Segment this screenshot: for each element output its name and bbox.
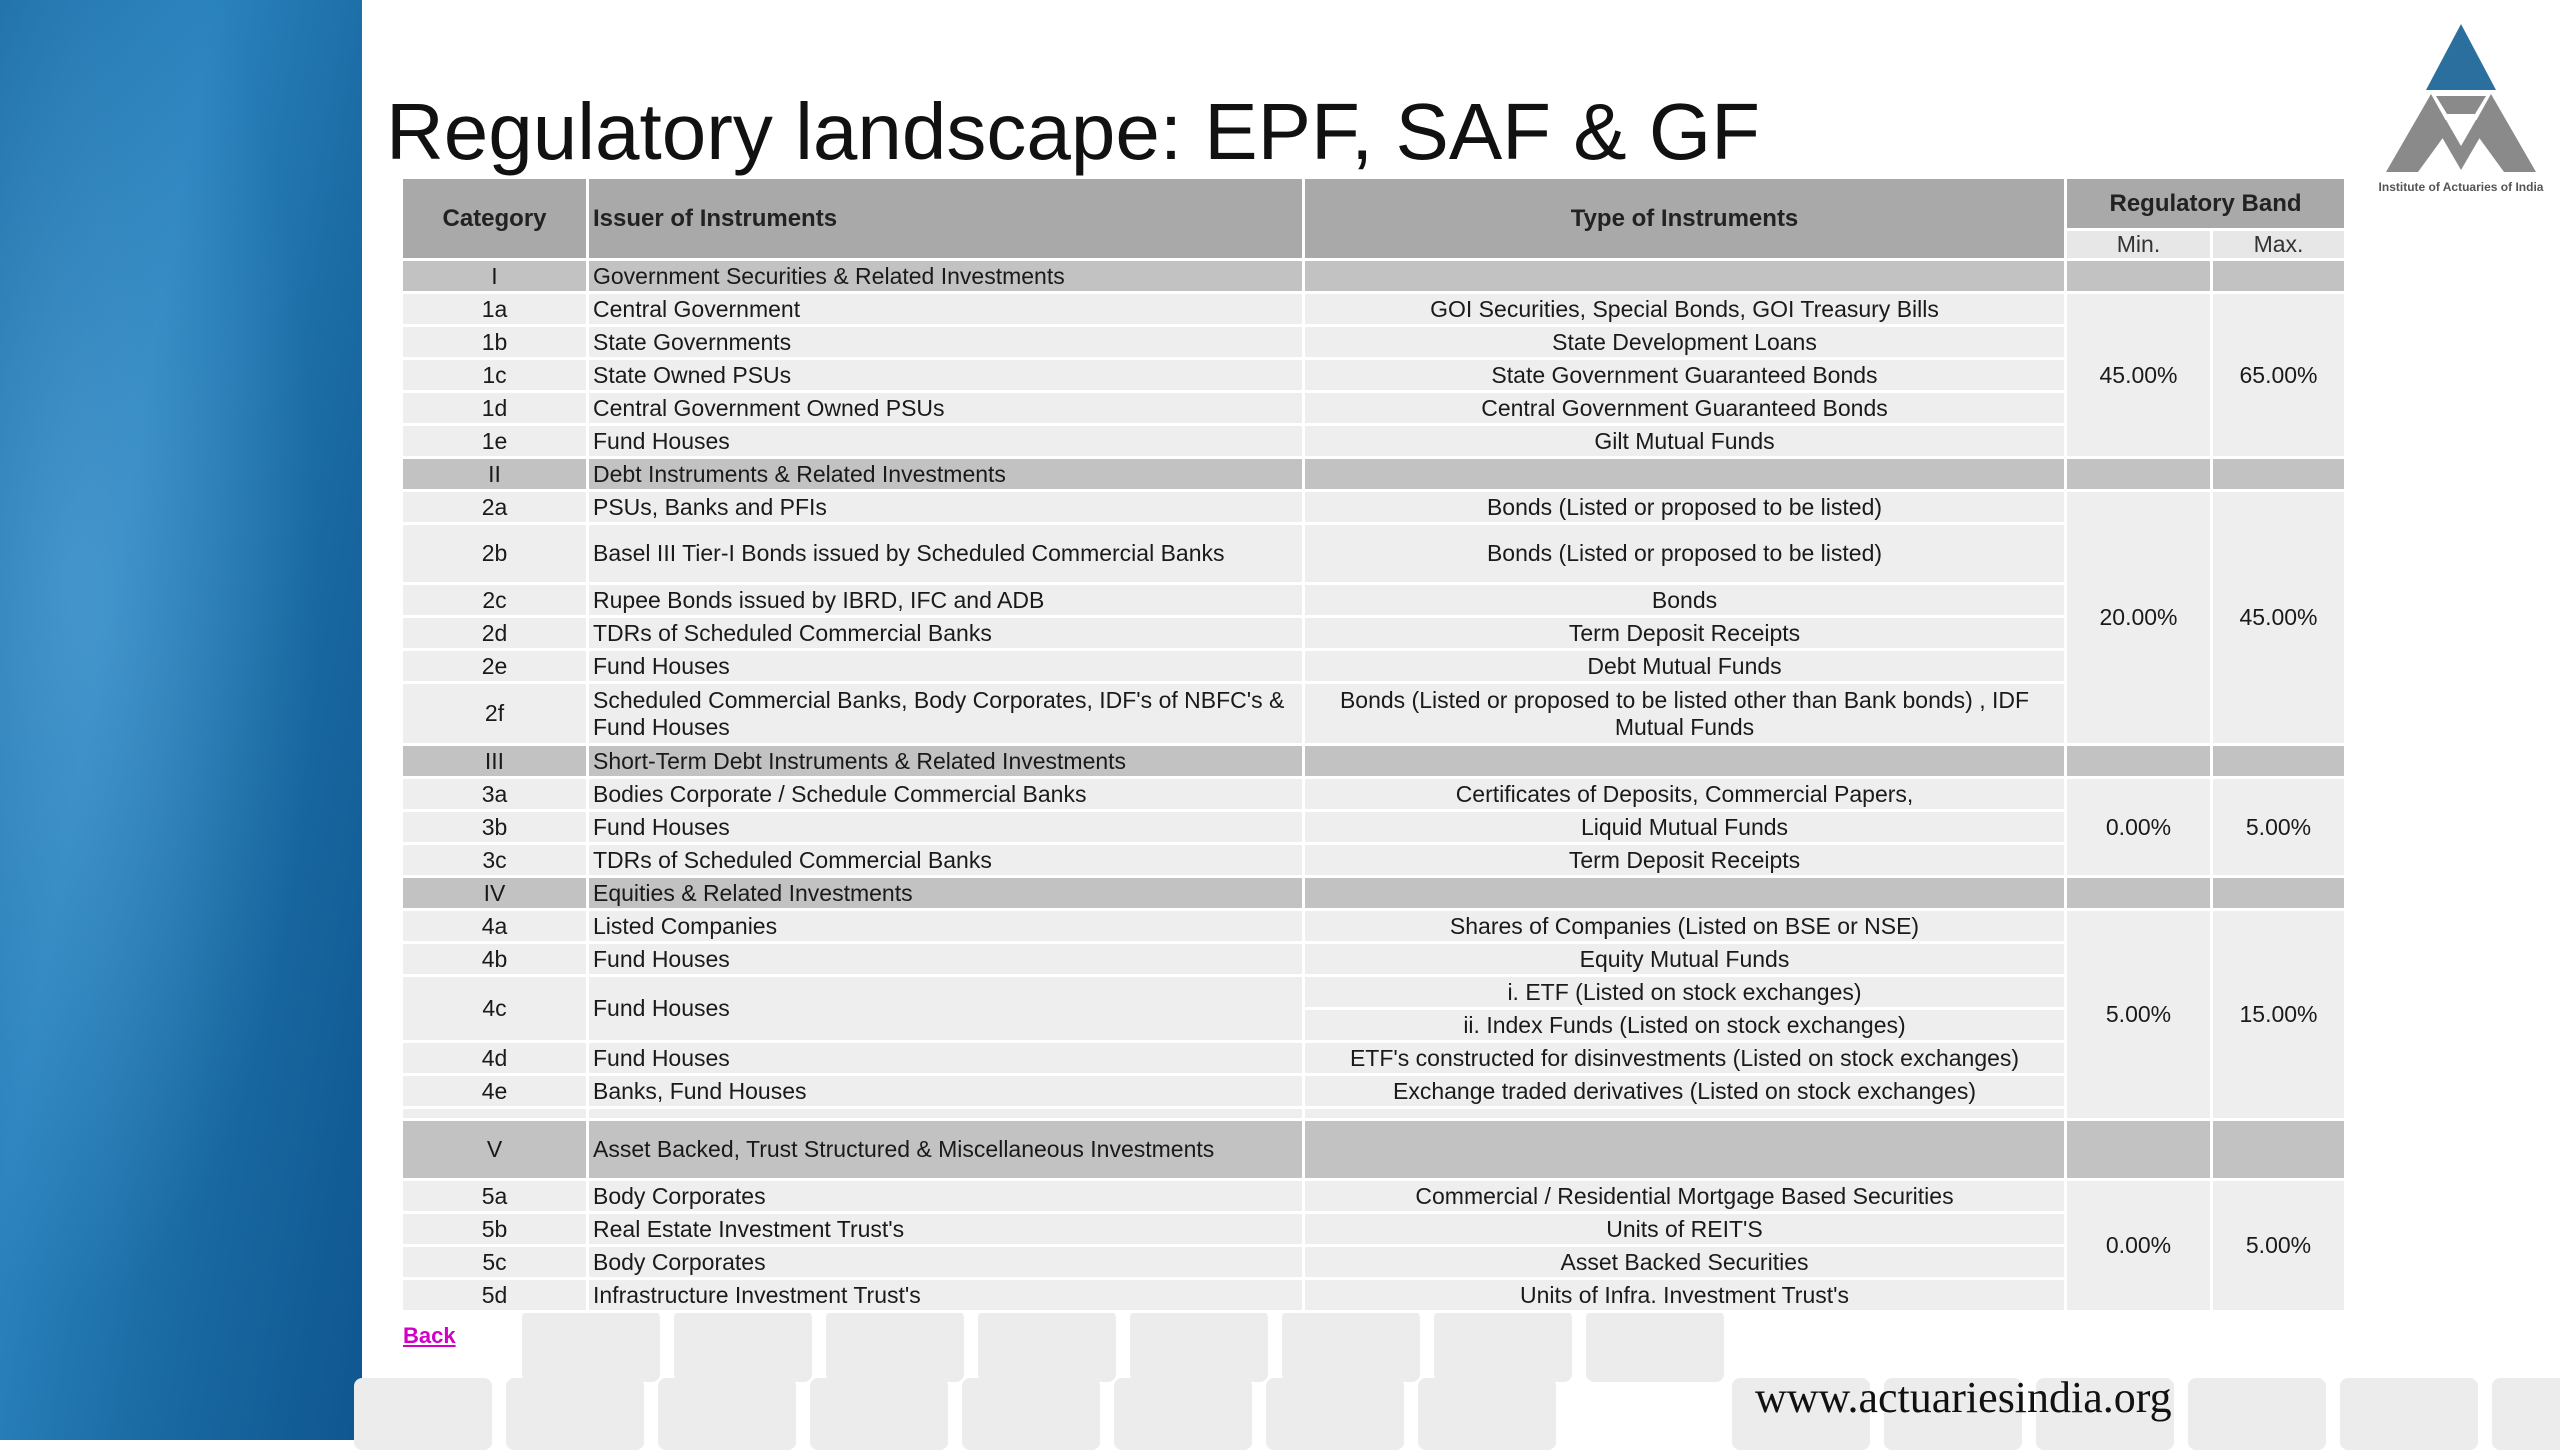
row-type: ETF's constructed for disinvestments (Listed on stock exchanges) (1304, 1042, 2066, 1075)
row-category: 4b (402, 943, 588, 976)
row-issuer: TDRs of Scheduled Commercial Banks (588, 617, 1304, 650)
row-category: 5d (402, 1279, 588, 1312)
band-max: 45.00% (2212, 491, 2346, 745)
row-type: Asset Backed Securities (1304, 1246, 2066, 1279)
section-row (402, 877, 2346, 910)
table-row (402, 910, 2346, 943)
row-type: Bonds (1304, 584, 2066, 617)
row-category: 2e (402, 650, 588, 683)
row-issuer: State Governments (588, 326, 1304, 359)
table-row (402, 1180, 2346, 1213)
section-code: IV (402, 877, 588, 910)
row-issuer: Central Government Owned PSUs (588, 392, 1304, 425)
row-issuer: Body Corporates (588, 1246, 1304, 1279)
section-code: II (402, 458, 588, 491)
table-row (402, 425, 2346, 458)
row-category: 1a (402, 293, 588, 326)
table-row (402, 617, 2346, 650)
back-link[interactable]: Back (403, 1323, 456, 1348)
header-regulatory-band: Regulatory Band (2066, 178, 2346, 230)
row-issuer: Infrastructure Investment Trust's (588, 1279, 1304, 1312)
row-category: 1e (402, 425, 588, 458)
band-min: 45.00% (2066, 293, 2212, 458)
row-category: 4c (402, 976, 588, 1042)
row-category: 1d (402, 392, 588, 425)
section-code: III (402, 745, 588, 778)
row-issuer: Bodies Corporate / Schedule Commercial Banks (588, 778, 1304, 811)
table-row (402, 491, 2346, 524)
row-issuer: Scheduled Commercial Banks, Body Corporates, IDF's of NBFC's & Fund Houses (588, 683, 1304, 745)
header-category: Category (402, 178, 588, 260)
section-title: Equities & Related Investments (588, 877, 1304, 910)
row-issuer: State Owned PSUs (588, 359, 1304, 392)
table-row (402, 1246, 2346, 1279)
section-code: I (402, 260, 588, 293)
row-type: ii. Index Funds (Listed on stock exchanges) (1304, 1009, 2066, 1042)
table-row (402, 976, 2346, 1009)
header-max: Max. (2212, 230, 2346, 260)
row-type: Bonds (Listed or proposed to be listed other than Bank bonds) , IDF Mutual Funds (1304, 683, 2066, 745)
row-category: 5b (402, 1213, 588, 1246)
row-type: Liquid Mutual Funds (1304, 811, 2066, 844)
row-category: 3c (402, 844, 588, 877)
website-url: www.actuariesindia.org (1755, 1373, 2172, 1422)
regulatory-table (400, 176, 2347, 1313)
table-row (402, 524, 2346, 584)
row-category: 4e (402, 1075, 588, 1108)
row-type: Gilt Mutual Funds (1304, 425, 2066, 458)
table-row (402, 1075, 2346, 1108)
row-type: Exchange traded derivatives (Listed on stock exchanges) (1304, 1075, 2066, 1108)
row-type: Term Deposit Receipts (1304, 617, 2066, 650)
table-row (402, 683, 2346, 745)
row-issuer: PSUs, Banks and PFIs (588, 491, 1304, 524)
slide-title: Regulatory landscape: EPF, SAF & GF (386, 87, 1760, 176)
row-type: Certificates of Deposits, Commercial Papers, (1304, 778, 2066, 811)
header-min: Min. (2066, 230, 2212, 260)
row-category: 2f (402, 683, 588, 745)
row-type: Bonds (Listed or proposed to be listed) (1304, 524, 2066, 584)
header-issuer: Issuer of Instruments (588, 178, 1304, 260)
band-max: 15.00% (2212, 910, 2346, 1120)
row-issuer: Basel III Tier-I Bonds issued by Scheduled Commercial Banks (588, 524, 1304, 584)
band-max: 65.00% (2212, 293, 2346, 458)
band-min: 0.00% (2066, 778, 2212, 877)
band-max: 5.00% (2212, 778, 2346, 877)
row-issuer: Fund Houses (588, 943, 1304, 976)
band-min: 20.00% (2066, 491, 2212, 745)
logo-caption: Institute of Actuaries of India (2378, 180, 2544, 194)
table-row (402, 584, 2346, 617)
header-type: Type of Instruments (1304, 178, 2066, 260)
row-type: Shares of Companies (Listed on BSE or NSE) (1304, 910, 2066, 943)
table-spacer-row (402, 1108, 2346, 1120)
row-issuer: Real Estate Investment Trust's (588, 1213, 1304, 1246)
section-title: Asset Backed, Trust Structured & Miscellaneous Investments (588, 1120, 1304, 1180)
row-issuer: Fund Houses (588, 1042, 1304, 1075)
row-issuer: Fund Houses (588, 976, 1304, 1042)
row-issuer: Rupee Bonds issued by IBRD, IFC and ADB (588, 584, 1304, 617)
row-category: 5c (402, 1246, 588, 1279)
row-issuer: Fund Houses (588, 425, 1304, 458)
row-issuer: Fund Houses (588, 650, 1304, 683)
row-issuer: Fund Houses (588, 811, 1304, 844)
sidebar-background (0, 0, 362, 1440)
row-category: 4a (402, 910, 588, 943)
row-category: 3b (402, 811, 588, 844)
row-category: 1b (402, 326, 588, 359)
row-category: 1c (402, 359, 588, 392)
row-type: Commercial / Residential Mortgage Based Securities (1304, 1180, 2066, 1213)
row-category: 2b (402, 524, 588, 584)
table-row (402, 1213, 2346, 1246)
section-row (402, 1120, 2346, 1180)
row-type: i. ETF (Listed on stock exchanges) (1304, 976, 2066, 1009)
actuaries-logo-icon (2376, 22, 2546, 194)
row-issuer: Body Corporates (588, 1180, 1304, 1213)
section-title: Short-Term Debt Instruments & Related Investments (588, 745, 1304, 778)
section-row (402, 260, 2346, 293)
row-issuer: Banks, Fund Houses (588, 1075, 1304, 1108)
row-type: State Development Loans (1304, 326, 2066, 359)
row-type: GOI Securities, Special Bonds, GOI Treasury Bills (1304, 293, 2066, 326)
section-title: Government Securities & Related Investments (588, 260, 1304, 293)
table-row (402, 359, 2346, 392)
row-issuer: Listed Companies (588, 910, 1304, 943)
table-row (402, 1042, 2346, 1075)
section-row (402, 745, 2346, 778)
band-max: 5.00% (2212, 1180, 2346, 1312)
row-type: Units of REIT'S (1304, 1213, 2066, 1246)
row-type: Units of Infra. Investment Trust's (1304, 1279, 2066, 1312)
row-type: Term Deposit Receipts (1304, 844, 2066, 877)
row-category: 5a (402, 1180, 588, 1213)
row-category: 2c (402, 584, 588, 617)
row-type: State Government Guaranteed Bonds (1304, 359, 2066, 392)
band-min: 5.00% (2066, 910, 2212, 1120)
table-row (402, 1279, 2346, 1312)
row-category: 2d (402, 617, 588, 650)
row-type: Bonds (Listed or proposed to be listed) (1304, 491, 2066, 524)
section-row (402, 458, 2346, 491)
row-type: Equity Mutual Funds (1304, 943, 2066, 976)
table-row (402, 844, 2346, 877)
table-row (402, 326, 2346, 359)
row-category: 3a (402, 778, 588, 811)
section-title: Debt Instruments & Related Investments (588, 458, 1304, 491)
band-min: 0.00% (2066, 1180, 2212, 1312)
table-row (402, 943, 2346, 976)
table-row (402, 392, 2346, 425)
row-category: 4d (402, 1042, 588, 1075)
row-category: 2a (402, 491, 588, 524)
table-row (402, 650, 2346, 683)
row-type: Debt Mutual Funds (1304, 650, 2066, 683)
table-row (402, 778, 2346, 811)
row-issuer: TDRs of Scheduled Commercial Banks (588, 844, 1304, 877)
row-type: Central Government Guaranteed Bonds (1304, 392, 2066, 425)
row-issuer: Central Government (588, 293, 1304, 326)
section-code: V (402, 1120, 588, 1180)
table-row (402, 293, 2346, 326)
table-row (402, 811, 2346, 844)
